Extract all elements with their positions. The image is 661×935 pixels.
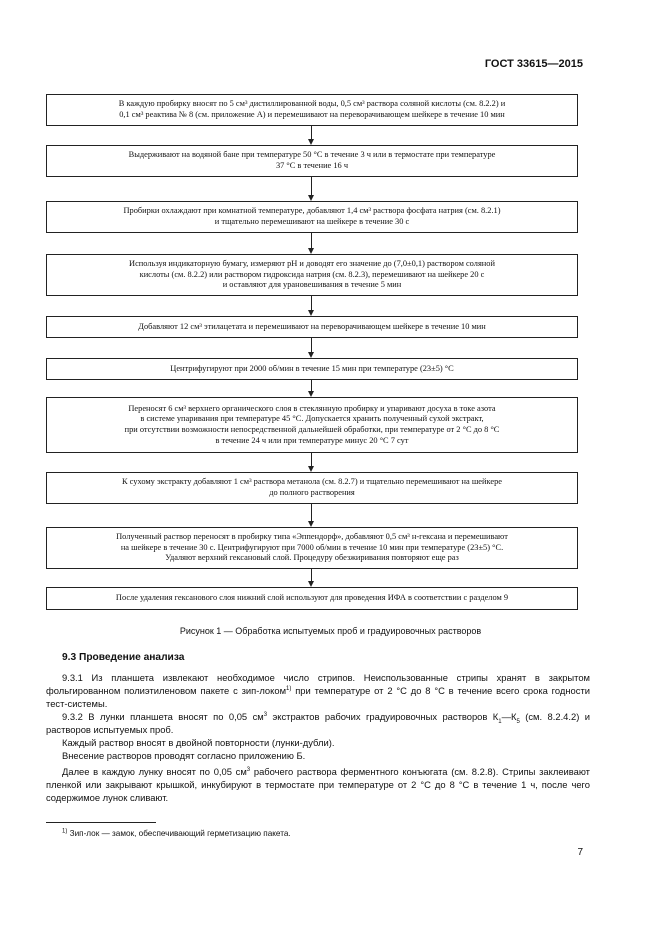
flow-step-3: Пробирки охлаждают при комнатной температуре, добавляют 1,4 см³ раствора фосфата натрия (см. 8.2.1) и тщательно перемешивают на шейкере в течение 30 с <box>46 201 578 233</box>
paragraph-9-3-1: 9.3.1 Из планшета извлекают необходимое число стрипов. Неиспользованные стрипы хранят в закрытом фольгированном полиэтиленовом пакете с зип-локом$^{1)}$ при температуре от 2 °С до 8 °С в течение всего срока годности тест-системы. <box>46 672 590 709</box>
flow-step-9: Полученный раствор переносят в пробирку типа «Эппендорф», добавляют 0,5 см³ н-гексана и перемешивают на шейкере в течение 30 с. Центрифугируют при 7000 об/мин в течение 10 мин при температуре (23±5) °С. Удаляют верхний гексановый слой. Процедуру обезжиривания повторяют еще раз <box>46 527 578 569</box>
flow-step-2: Выдерживают на водяной бане при температуре 50 °С в течение 3 ч или в термостате при температуре 37 °С в течение 16 ч <box>46 145 578 177</box>
flow-step-6: Центрифугируют при 2000 об/мин в течение 15 мин при температуре (23±5) °С <box>46 358 578 380</box>
figure-caption: Рисунок 1 — Обработка испытуемых проб и градуировочных растворов <box>179 626 482 636</box>
flow-step-1: В каждую пробирку вносят по 5 см³ дистиллированной воды, 0,5 см³ раствора соляной кислоты (см. 8.2.2) и 0,1 см³ реактива № 8 (см. приложение А) и перемешивают на переворачивающем шейкере в течение 10 мин <box>46 94 578 126</box>
footnote-ref: 1) <box>286 685 292 692</box>
paragraph-conjugate: Далее в каждую лунку вносят по 0,05 $см^3$ рабочего раствора ферментного конъюгата (см. 8.2.8). Стрипы заклеивают пленкой или закрывают крышкой, инкубируют в термостате при температуре от 2 °С до 8 °С в течение 1 ч, после чего содержимое лунок сливают. <box>46 766 590 803</box>
flow-step-7: Переносят 6 см³ верхнего органического слоя в стеклянную пробирку и упаривают досуха в токе азота в системе упаривания при температуре 45 °С. Допускается хранить полученный сухой экстракт, при отсутствии возможности непосредственной дальнейшей обработки, при температуре от 2 °С до 8 °С в течение 24 ч или при температуре минус 20 °С 7 сут <box>46 397 578 453</box>
flow-step-10: После удаления гексанового слоя нижний слой используют для проведения ИФА в соответствии с разделом 9 <box>46 587 578 610</box>
page-number: 7 <box>577 847 583 858</box>
paragraph-appendix: Внесение растворов проводят согласно приложению Б. <box>62 750 306 761</box>
document-code: ГОСТ 33615—2015 <box>484 58 583 70</box>
footnote-divider <box>46 822 156 823</box>
footnote: $^{1)}$ Зип-лок — замок, обеспечивающий герметизацию пакета. <box>62 828 291 838</box>
paragraph-duplicates: Каждый раствор вносят в двойной повторности (лунки-дубли). <box>62 737 335 748</box>
flow-step-4: Используя индикаторную бумагу, измеряют pH и доводят его значение до (7,0±0,1) раствором соляной кислоты (см. 8.2.2) или раствором гидроксида натрия (см. 8.2.3), перемешивают на шейкере 20 с и оставляют для урановешивания в течение 5 мин <box>46 254 578 296</box>
paragraph-9-3-2: 9.3.2 В лунки планшета вносят по 0,05 $см^3$ экстрактов рабочих градуировочных растворов $К_1—К_5$ (см. 8.2.4.2) и растворов испытуемых проб. <box>46 711 590 735</box>
section-title: 9.3 Проведение анализа <box>62 652 185 663</box>
flow-step-5: Добавляют 12 см³ этилацетата и перемешивают на переворачивающем шейкере в течение 10 мин <box>46 316 578 338</box>
flow-step-8: К сухому экстракту добавляют 1 см³ раствора метанола (см. 8.2.7) и тщательно перемешивают на шейкере до полного растворения <box>46 472 578 504</box>
